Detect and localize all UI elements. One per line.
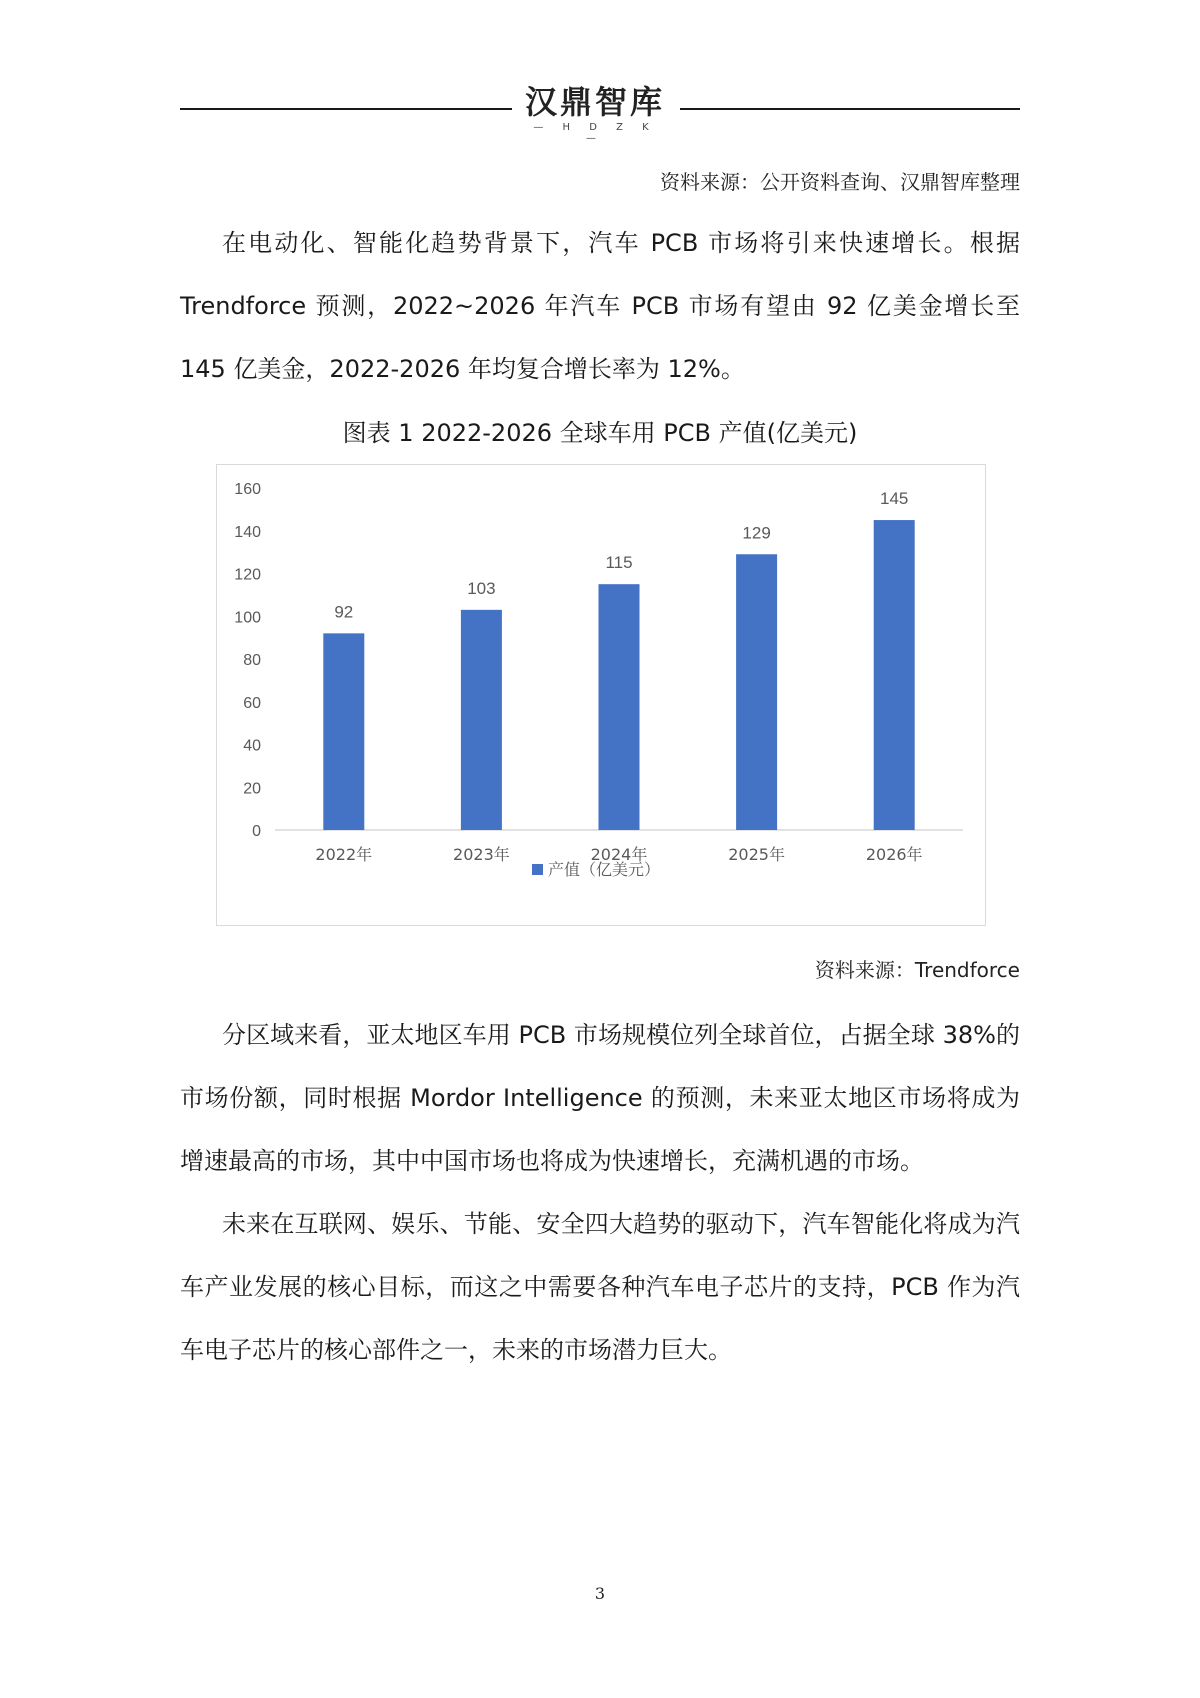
logo-text: 汉鼎智库 xyxy=(524,83,665,121)
data-label: 145 xyxy=(880,489,909,509)
header-rule-left xyxy=(180,108,512,110)
paragraph-intro: 在电动化、智能化趋势背景下，汽车 PCB 市场将引来快速增长。根据 Trendforce 预测，2022~2026 年汽车 PCB 市场有望由 92 亿美金增长至 145 亿美金，2022-2026 年均复合增长率为 12%。 xyxy=(180,229,1020,383)
bar xyxy=(461,610,502,830)
data-label: 115 xyxy=(605,553,633,573)
y-tick-label: 0 xyxy=(252,823,261,840)
data-label: 92 xyxy=(334,602,354,622)
bar-chart xyxy=(217,465,987,927)
data-label: 129 xyxy=(742,523,771,543)
legend-label: 产值（亿美元） xyxy=(548,860,661,879)
legend-swatch xyxy=(532,864,543,875)
bar xyxy=(599,584,640,830)
y-tick-label: 20 xyxy=(243,780,261,798)
bar xyxy=(874,520,915,830)
y-tick-label: 160 xyxy=(234,481,261,498)
y-tick-label: 60 xyxy=(243,694,261,712)
y-tick-label: 40 xyxy=(243,737,261,755)
bar xyxy=(323,633,364,830)
y-tick-label: 140 xyxy=(234,523,261,541)
bar xyxy=(736,554,777,830)
figure-title: 图表 1 2022-2026 全球车用 PCB 产值(亿美元) xyxy=(342,419,858,447)
paragraph-regional: 分区域来看，亚太地区车用 PCB 市场规模位列全球首位，占据全球 38%的市场份额，同时根据 Mordor Intelligence 的预测，未来亚太地区市场将成为增速最高的市场，其中中国市场也将成为快速增长，充满机遇的市场。 xyxy=(180,1021,1020,1175)
data-label: 103 xyxy=(467,578,496,598)
x-tick-label: 2025年 xyxy=(728,845,785,864)
y-tick-label: 120 xyxy=(234,566,261,584)
header-rule-right xyxy=(680,108,1020,110)
y-tick-label: 80 xyxy=(243,652,261,669)
logo-subtext: — H D Z K — xyxy=(533,122,657,144)
logo xyxy=(520,84,670,144)
source-note-bottom: 资料来源：Trendforce xyxy=(814,958,1020,982)
x-tick-label: 2024年 xyxy=(590,845,648,864)
paragraph-outlook: 未来在互联网、娱乐、节能、安全四大趋势的驱动下，汽车智能化将成为汽车产业发展的核心目标，而这之中需要各种汽车电子芯片的支持，PCB 作为汽车电子芯片的核心部件之一，未来的市场潜力巨大。 xyxy=(180,1210,1020,1364)
source-note-top: 资料来源：公开资料查询、汉鼎智库整理 xyxy=(660,170,1020,194)
x-tick-label: 2022年 xyxy=(315,845,373,864)
page-number: 3 xyxy=(594,1584,606,1603)
chart-container xyxy=(216,464,986,926)
y-tick-label: 100 xyxy=(234,609,261,627)
x-tick-label: 2026年 xyxy=(865,845,923,864)
x-tick-label: 2023年 xyxy=(453,845,510,864)
